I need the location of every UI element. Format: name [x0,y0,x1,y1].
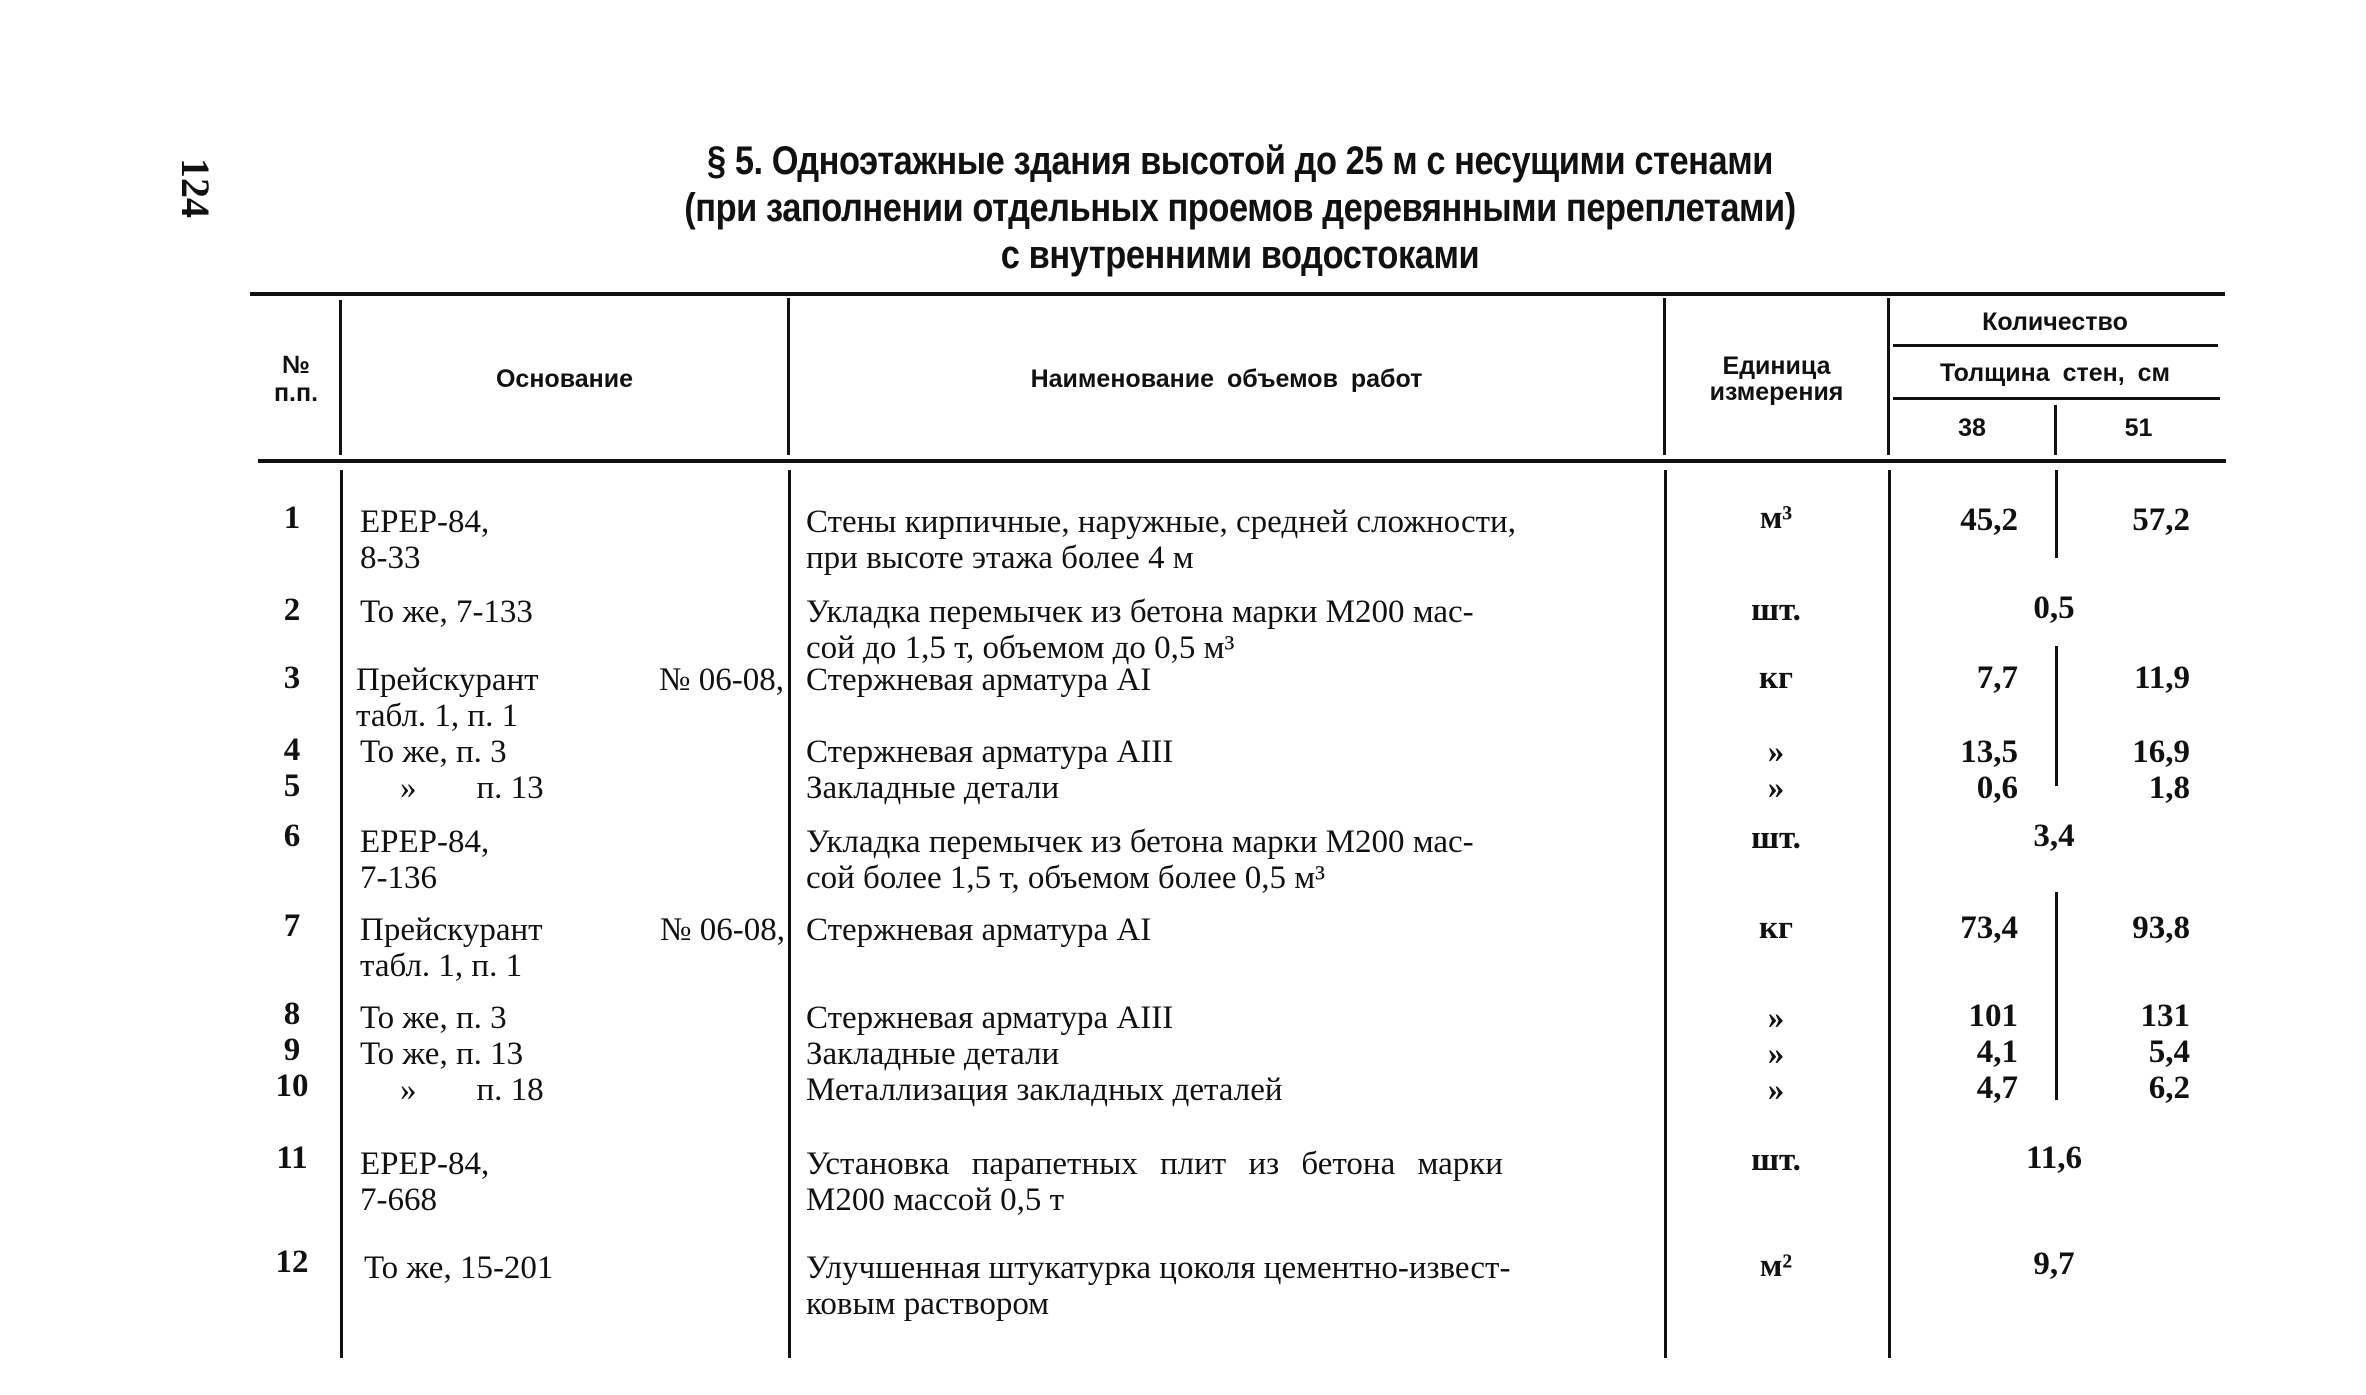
row-num: 1 [283,500,301,536]
section-title [638,138,1842,279]
row-description: Закладные детали [806,770,1060,806]
row-num: 3 [283,660,301,696]
row-num: 12 [275,1244,309,1280]
row-unit: шт. [1751,592,1801,628]
row-basis: » п. 18 [400,1072,544,1108]
header-wall-thickness: Толщина стен, см [1939,358,2171,387]
quantity-subrule-1 [1893,344,2218,347]
row-description: Стержневая арматура AIII [806,1000,1174,1036]
row-basis: То же, п. 3 [360,1000,507,1036]
header-col-51: 51 [2124,414,2153,442]
row-q51: 6,2 [2148,1070,2190,1106]
row-basis: Прейскурант № 06-08, табл. 1, п. 1 [360,912,785,984]
row-q38: 4,1 [1976,1034,2018,1070]
row-q38: 73,4 [1960,910,2018,946]
page-number: 124 [173,158,218,218]
row-num: 8 [283,996,301,1032]
row-basis: То же, п. 13 [360,1036,524,1072]
row-num: 7 [283,908,301,944]
row-q-both: 0,5 [2033,590,2075,626]
row-q-both: 3,4 [2033,818,2075,854]
row-q51: 1,8 [2148,770,2190,806]
col-divider [340,470,343,1358]
row-basis: ЕРЕР-84, 7-668 [360,1146,490,1218]
row-basis: » п. 13 [400,770,544,806]
row-basis: ЕРЕР-84, 8-33 [360,504,490,576]
header-basis: Основание [495,365,634,393]
row-q51: 131 [2140,998,2190,1034]
row-description: Закладные детали [806,1036,1060,1072]
row-description: Стержневая арматура AI [806,662,1152,698]
row-unit: кг [1759,910,1793,946]
title-line-2: (при заполнении отдельных проемов деревянными переплетами) [684,186,1796,230]
row-basis: То же, 7-133 [360,594,533,630]
table-top-rule [250,292,2225,296]
row-q38: 101 [1968,998,2018,1034]
header-col-38: 38 [1958,414,1986,442]
col-divider [788,470,791,1358]
row-unit: шт. [1751,820,1801,856]
row-basis: То же, п. 3 [360,734,507,770]
row-num: 11 [276,1140,308,1176]
row-q38: 13,5 [1960,734,2018,770]
title-line-3: с внутренними водостоками [1000,233,1480,277]
row-description: Укладка перемычек из бетона марки М200 мас- сой более 1,5 т, объемом более 0,5 м³ [806,824,1474,896]
row-description: Улучшенная штукатурка цоколя цементно-извест- ковым раствором [806,1250,1511,1322]
row-unit: кг [1759,660,1793,696]
row-num: 2 [283,592,301,628]
row-description: Стержневая арматура AIII [806,734,1174,770]
row-unit: » [1767,1000,1785,1036]
row-description: Установка парапетных плит из бетона марки М200 массой 0,5 т [806,1146,1503,1218]
header-num: № п.п. [273,351,319,407]
row-unit: » [1767,1036,1785,1072]
header-description: Наименование объемов работ [1030,365,1423,393]
row-q38: 45,2 [1960,502,2018,538]
row-unit: » [1767,734,1785,770]
row-num: 9 [283,1032,301,1068]
row-q38: 0,6 [1976,770,2018,806]
title-line-1: § 5. Одноэтажные здания высотой до 25 м с несущими стенами [707,139,1773,183]
row-unit: шт. [1751,1142,1801,1178]
row-basis: ЕРЕР-84, 7-136 [360,824,490,896]
header-quantity: Количество [1982,308,2128,336]
row-description: Металлизация закладных деталей [806,1072,1283,1108]
row-q38: 4,7 [1976,1070,2018,1106]
row-q51: 93,8 [2132,910,2190,946]
row-q51: 5,4 [2148,1034,2190,1070]
row-num: 5 [283,768,301,804]
row-q38: 7,7 [1976,660,2018,696]
row-num: 6 [283,818,301,854]
row-unit: м³ [1759,500,1793,536]
row-unit: м² [1759,1248,1793,1284]
row-q-both: 9,7 [2033,1246,2075,1282]
row-q-both: 11,6 [2026,1140,2082,1176]
header-unit: Единица измерения [1709,352,1844,406]
row-q51: 57,2 [2132,502,2190,538]
row-basis: Прейскурант № 06-08, табл. 1, п. 1 [356,662,784,734]
row-unit: » [1767,1072,1785,1108]
row-q51: 11,9 [2134,660,2190,696]
row-unit: » [1767,770,1785,806]
row-num: 10 [275,1068,309,1104]
row-description: Укладка перемычек из бетона марки М200 мас- сой до 1,5 т, объемом до 0,5 м³ [806,594,1474,666]
row-num: 4 [283,732,301,768]
row-basis: То же, 15-201 [364,1250,554,1286]
row-q51: 16,9 [2132,734,2190,770]
row-description: Стержневая арматура AI [806,912,1152,948]
header-bottom-rule [258,459,2226,463]
row-description: Стены кирпичные, наружные, средней сложности, при высоте этажа более 4 м [806,504,1516,576]
